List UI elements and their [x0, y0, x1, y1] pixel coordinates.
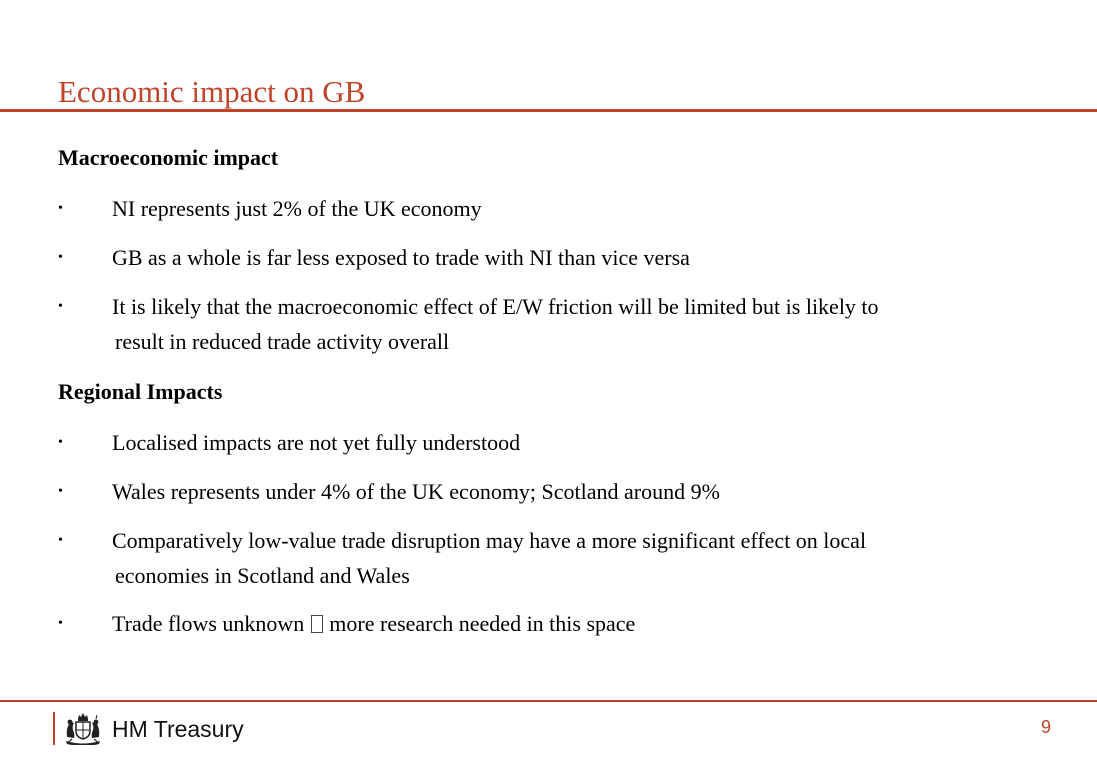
bullet-item: [58, 523, 1058, 593]
section-heading-macroeconomic: Macroeconomic impact: [58, 145, 279, 170]
missing-glyph-box-icon: [311, 615, 323, 633]
bullet-text-continuation: economies in Scotland and Wales: [115, 563, 410, 588]
bullet-text: GB as a whole is far less exposed to trade with NI than vice versa: [112, 245, 690, 270]
bullet-item: [58, 425, 1058, 461]
bullet-item: [58, 240, 1058, 276]
bullet-item: [58, 474, 1058, 510]
bullet-text-continuation: result in reduced trade activity overall: [115, 329, 450, 354]
bullet-glyph: •: [58, 299, 63, 314]
bullet-text: Comparatively low-value trade disruption may have a more significant effect on local: [112, 528, 867, 553]
bullet-item: [58, 191, 1058, 227]
bullet-glyph: •: [58, 201, 63, 216]
bullet-text: NI represents just 2% of the UK economy: [112, 196, 482, 221]
bullet-text: Wales represents under 4% of the UK economy; Scotland around 9%: [112, 479, 720, 504]
organisation-name: HM Treasury: [112, 716, 244, 742]
bullet-list-macroeconomic: [58, 191, 1058, 359]
bullet-text: Localised impacts are not yet fully understood: [112, 430, 521, 455]
bullet-item: [58, 606, 1058, 642]
bullet-text-before: Trade flows unknown: [112, 611, 305, 636]
bullet-text-after: more research needed in this space: [329, 611, 636, 636]
bullet-item: [58, 289, 1058, 359]
page-number: 9: [1040, 717, 1051, 737]
section-heading-regional: Regional Impacts: [58, 379, 223, 404]
bullet-glyph: •: [58, 533, 63, 548]
bullet-glyph: •: [58, 484, 63, 499]
bullet-glyph: •: [58, 435, 63, 450]
footer-accent-bar: [53, 712, 55, 745]
slide-title: Economic impact on GB: [58, 74, 366, 109]
bullet-glyph: •: [58, 616, 63, 631]
footer-divider: [0, 700, 1097, 702]
title-divider: [0, 109, 1097, 112]
bullet-text: It is likely that the macroeconomic effect of E/W friction will be limited but is likely to: [112, 294, 879, 319]
royal-coat-of-arms-icon: [63, 711, 103, 745]
bullet-text: [112, 606, 1058, 642]
bullet-glyph: •: [58, 250, 63, 265]
slide-body: [58, 138, 1058, 655]
bullet-list-regional: [58, 425, 1058, 642]
